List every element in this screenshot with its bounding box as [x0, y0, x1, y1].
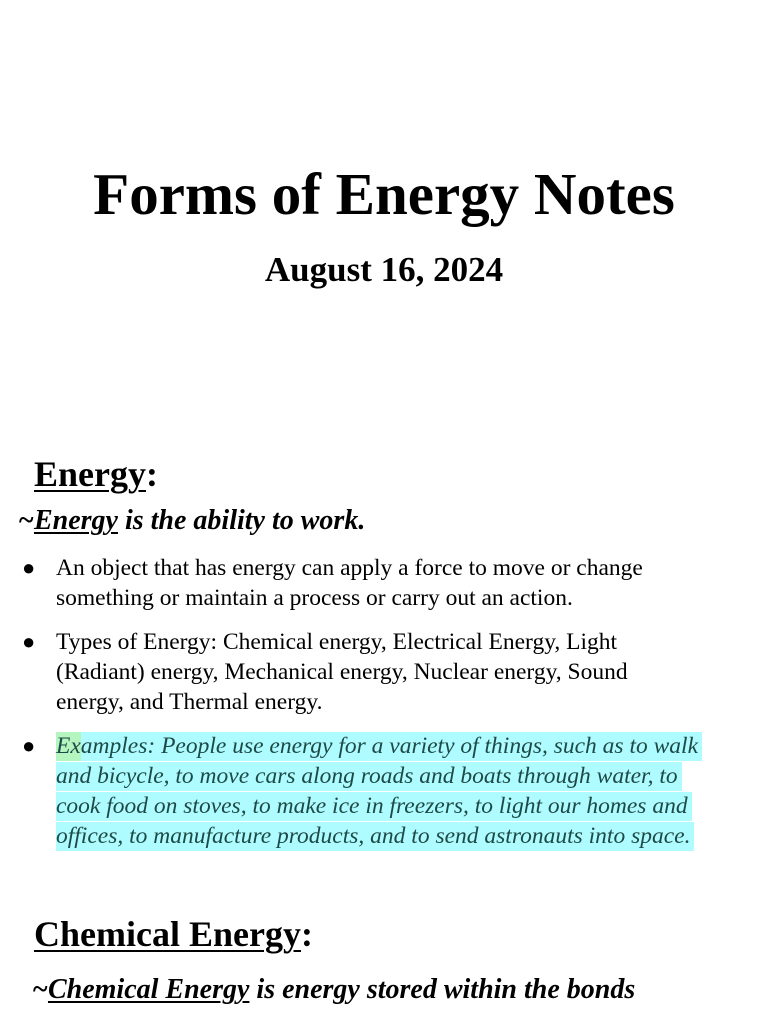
definition-text: is the ability to work. [117, 505, 366, 536]
highlighted-text: amples: People use energy for a variety of things, such as to walk [81, 732, 702, 761]
document-title: Forms of Energy Notes [93, 161, 675, 227]
text-line: something or maintain a process or carry out an action. [56, 585, 573, 611]
bullet-icon: ● [22, 629, 36, 654]
highlight-green: Ex [56, 733, 81, 759]
text-line: (Radiant) energy, Mechanical energy, Nuclear energy, Sound [56, 659, 628, 685]
section-heading-energy [34, 452, 158, 496]
text-line [56, 791, 702, 821]
definition-text: is energy stored within the bonds [249, 974, 636, 1005]
definition-tilde: ~ [32, 974, 48, 1005]
energy-definition [18, 503, 365, 539]
highlighted-text: offices, to manufacture products, and to send astronauts into space. [56, 822, 694, 851]
list-item-text [56, 627, 628, 717]
list-item-text [56, 553, 643, 613]
text-line: Types of Energy: Chemical energy, Electrical Energy, Light [56, 629, 618, 655]
highlighted-text: cook food on stoves, to make ice in freezers, to light our homes and [56, 792, 692, 821]
text-line [56, 821, 702, 851]
text-line: energy, and Thermal energy. [56, 689, 323, 715]
heading-colon: : [146, 454, 158, 494]
chemical-energy-definition [32, 972, 635, 1008]
definition-term: Energy [33, 505, 118, 536]
highlighted-text: and bicycle, to move cars along roads and boats through water, to [56, 762, 682, 791]
heading-colon: : [300, 914, 313, 954]
text-line [56, 761, 702, 791]
document-date: August 16, 2024 [264, 250, 504, 289]
bullet-icon: ● [22, 555, 36, 580]
definition-term: Chemical Energy [47, 974, 250, 1005]
text-line [56, 731, 702, 761]
bullet-icon: ● [22, 733, 36, 758]
section-heading-label: Energy [34, 454, 146, 494]
text-line: An object that has energy can apply a force to move or change [56, 555, 643, 581]
section-heading-chemical-energy [34, 912, 313, 956]
section-heading-label: Chemical Energy [34, 914, 301, 954]
examples-text [56, 731, 702, 851]
definition-tilde: ~ [18, 505, 34, 536]
